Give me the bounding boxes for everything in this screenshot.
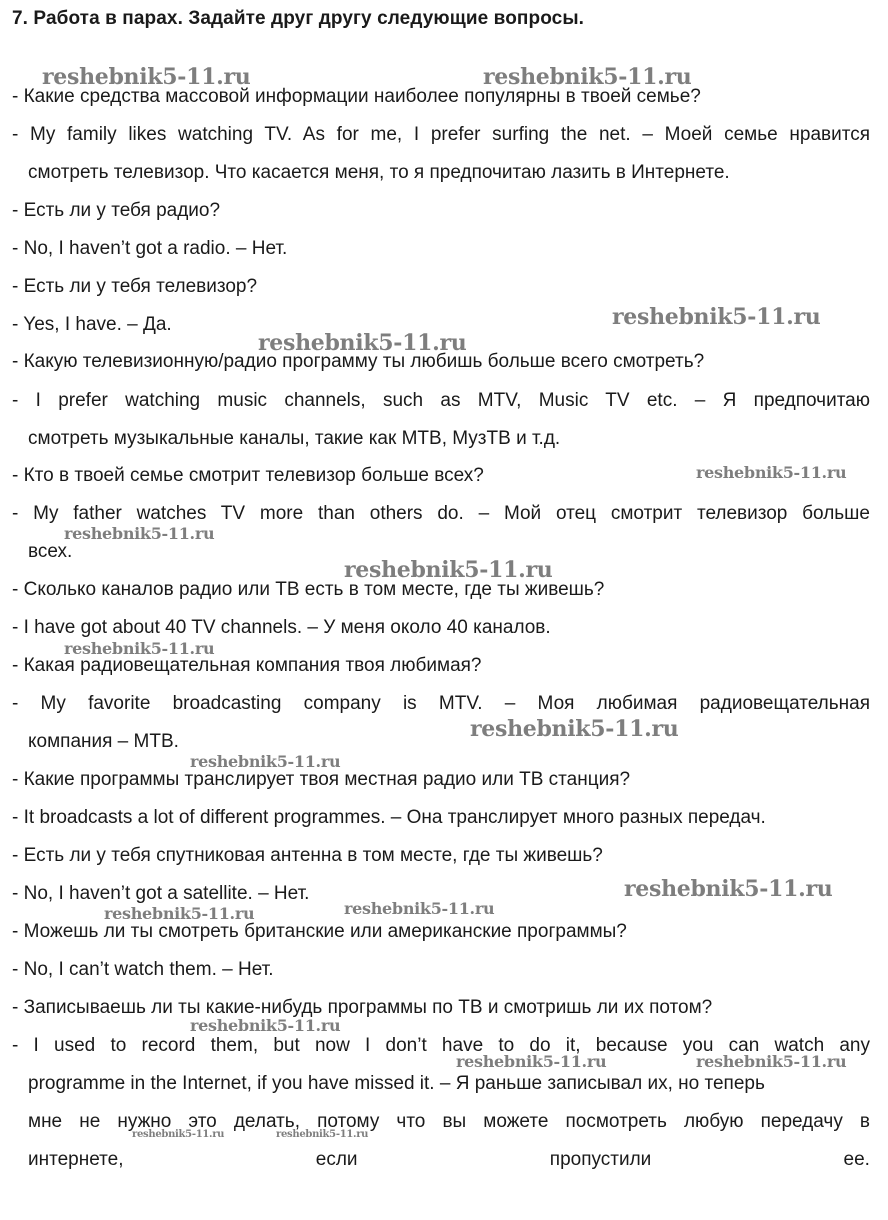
justified-text: - My family likes watching TV. As for me, I prefer surfing the net. – Моей семье нравится bbox=[12, 124, 870, 145]
watermark: reshebnik5-11.ru bbox=[696, 463, 847, 482]
text-line: - No, I haven’t got a radio. – Нет. bbox=[12, 238, 288, 259]
watermark: reshebnik5-11.ru bbox=[456, 1052, 607, 1071]
text-line bbox=[12, 503, 870, 525]
text-line: всех. bbox=[28, 541, 73, 562]
watermark: reshebnik5-11.ru bbox=[276, 1129, 369, 1140]
word: интернете, bbox=[28, 1149, 124, 1170]
text-line: смотреть музыкальные каналы, такие как МТВ, МузТВ и т.д. bbox=[28, 428, 561, 449]
text-line: - Есть ли у тебя телевизор? bbox=[12, 276, 258, 297]
watermark: reshebnik5-11.ru bbox=[696, 1052, 847, 1071]
text-line bbox=[12, 390, 870, 412]
justified-text: мне не нужно это делать, потому что вы можете посмотреть любую передачу в bbox=[28, 1111, 870, 1132]
text-line: - It broadcasts a lot of different programmes. – Она транслирует много разных передач. bbox=[12, 807, 766, 828]
watermark: reshebnik5-11.ru bbox=[190, 1016, 341, 1035]
text-line: компания – МТВ. bbox=[28, 731, 179, 752]
word: пропустили bbox=[549, 1149, 652, 1170]
text-line: - Записываешь ли ты какие-нибудь программы по ТВ и смотришь ли их потом? bbox=[12, 997, 713, 1018]
text-line: - Yes, I have. – Да. bbox=[12, 314, 172, 335]
text-line: - Можешь ли ты смотреть британские или американские программы? bbox=[12, 921, 627, 942]
text-line: - Кто в твоей семье смотрит телевизор больше всех? bbox=[12, 465, 484, 486]
text-line-last bbox=[28, 1149, 870, 1171]
text-line bbox=[12, 124, 870, 146]
watermark: reshebnik5-11.ru bbox=[470, 716, 679, 742]
watermark: reshebnik5-11.ru bbox=[104, 904, 255, 923]
justified-text: - I prefer watching music channels, such as MTV, Music TV etc. – Я предпочитаю bbox=[12, 390, 870, 411]
watermark: reshebnik5-11.ru bbox=[190, 752, 341, 771]
text-line: - Какие средства массовой информации наиболее популярны в твоей семье? bbox=[12, 86, 701, 107]
watermark: reshebnik5-11.ru bbox=[64, 524, 215, 543]
watermark: reshebnik5-11.ru bbox=[612, 304, 821, 330]
text-line: - Какая радиовещательная компания твоя любимая? bbox=[12, 655, 482, 676]
text-line: - No, I can’t watch them. – Нет. bbox=[12, 959, 274, 980]
justified-text: - I used to record them, but now I don’t have to do it, because you can watch any bbox=[12, 1035, 870, 1056]
word: если bbox=[315, 1149, 358, 1170]
justified-text: - My favorite broadcasting company is MTV. – Моя любимая радиовещательная bbox=[12, 693, 870, 714]
exercise-title: 7. Работа в парах. Задайте друг другу следующие вопросы. bbox=[12, 8, 585, 29]
watermark: reshebnik5-11.ru bbox=[624, 876, 833, 902]
text-line bbox=[12, 693, 870, 715]
text-line: programme in the Internet, if you have missed it. – Я раньше записывал их, но теперь bbox=[28, 1073, 765, 1094]
text-line: - Есть ли у тебя радио? bbox=[12, 200, 221, 221]
word: ее. bbox=[843, 1149, 870, 1170]
watermark: reshebnik5-11.ru bbox=[64, 639, 215, 658]
watermark: reshebnik5-11.ru bbox=[42, 64, 251, 90]
text-line: - Сколько каналов радио или ТВ есть в том месте, где ты живешь? bbox=[12, 579, 605, 600]
text-line: - Какую телевизионную/радио программу ты любишь больше всего смотреть? bbox=[12, 351, 705, 372]
watermark: reshebnik5-11.ru bbox=[258, 330, 467, 356]
text-line: - Есть ли у тебя спутниковая антенна в том месте, где ты живешь? bbox=[12, 845, 603, 866]
watermark: reshebnik5-11.ru bbox=[483, 64, 692, 90]
watermark: reshebnik5-11.ru bbox=[344, 899, 495, 918]
text-line: - I have got about 40 TV channels. – У меня около 40 каналов. bbox=[12, 617, 551, 638]
text-line: - Какие программы транслирует твоя местная радио или ТВ станция? bbox=[12, 769, 631, 790]
watermark: reshebnik5-11.ru bbox=[132, 1129, 225, 1140]
text-line: - No, I haven’t got a satellite. – Нет. bbox=[12, 883, 310, 904]
justified-text: - My father watches TV more than others do. – Мой отец смотрит телевизор больше bbox=[12, 503, 870, 524]
watermark: reshebnik5-11.ru bbox=[344, 557, 553, 583]
text-line: смотреть телевизор. Что касается меня, то я предпочитаю лазить в Интернете. bbox=[28, 162, 730, 183]
